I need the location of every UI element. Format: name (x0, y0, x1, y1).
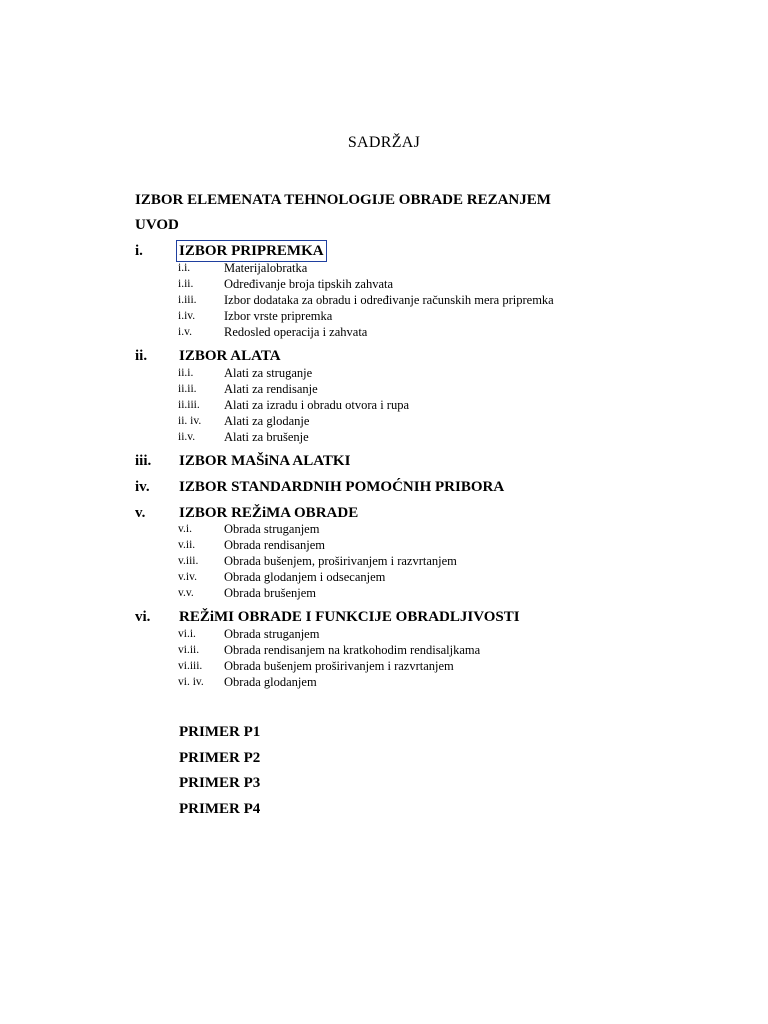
subitem-label: Alati za rendisanje (224, 382, 318, 396)
toc-section[interactable] (135, 503, 695, 523)
subitem-number: v.v. (178, 587, 194, 599)
toc-subitem[interactable] (178, 553, 698, 569)
section-title-link[interactable]: IZBOR PRIPREMKA (179, 243, 324, 259)
subitem-number: v.iii. (178, 555, 199, 567)
toc-subitem[interactable] (178, 521, 698, 537)
section-title: IZBOR ALATA (179, 348, 281, 364)
subitem-number: ii. iv. (178, 415, 202, 427)
subitem-label: Obrada glodanjem i odsecanjem (224, 570, 386, 584)
toc-section[interactable] (135, 241, 695, 261)
subitem-label: Materijalobratka (224, 261, 308, 275)
subitem-label: Redosled operacija i zahvata (224, 325, 368, 339)
intro-heading: UVOD (135, 217, 179, 233)
subitem-number: i.iv. (178, 310, 196, 322)
toc-section[interactable] (135, 451, 695, 471)
section-number: iv. (135, 479, 150, 495)
section-number: ii. (135, 348, 148, 364)
toc-subitem[interactable] (178, 324, 698, 340)
main-heading: IZBOR ELEMENATA TEHNOLOGIJE OBRADE REZANJEM (135, 192, 551, 208)
subitem-number: i.ii. (178, 278, 194, 290)
toc-section[interactable] (135, 477, 695, 497)
subitem-number: vi.iii. (178, 660, 203, 672)
subitem-number: v.i. (178, 523, 192, 535)
subitem-number: ii.v. (178, 431, 196, 443)
section-number: vi. (135, 609, 151, 625)
subitem-number: i.v. (178, 326, 192, 338)
toc-subitem[interactable] (178, 365, 698, 381)
subitem-label: Obrada glodanjem (224, 675, 317, 689)
subitem-label: Obrada struganjem (224, 627, 320, 641)
subitem-label: Obrada bušenjem, proširivanjem i razvrtanjem (224, 554, 457, 568)
section-number: v. (135, 505, 146, 521)
subitem-label: Određivanje broja tipskih zahvata (224, 277, 394, 291)
toc-subitem[interactable] (178, 569, 698, 585)
subitem-number: ii.iii. (178, 399, 200, 411)
subitem-label: Obrada bušenjem proširivanjem i razvrtanjem (224, 659, 454, 673)
subitem-number: vi.i. (178, 628, 196, 640)
toc-subitem[interactable] (178, 260, 698, 276)
toc-subitem[interactable] (178, 674, 698, 690)
toc-subitem[interactable] (178, 308, 698, 324)
example-entry[interactable]: PRIMER P4 (179, 801, 261, 817)
section-title: IZBOR MAŠiNA ALATKI (179, 453, 351, 469)
toc-subitem[interactable] (178, 429, 698, 445)
toc-subitem[interactable] (178, 292, 698, 308)
example-entry[interactable]: PRIMER P3 (179, 775, 261, 791)
subitem-label: Obrada rendisanjem na kratkohodim rendisaljkama (224, 643, 481, 657)
subitem-label: Obrada rendisanjem (224, 538, 326, 552)
subitem-number: ii.ii. (178, 383, 197, 395)
subitem-number: i.iii. (178, 294, 197, 306)
toc-subitem[interactable] (178, 397, 698, 413)
toc-section[interactable] (135, 346, 695, 366)
subitem-label: Obrada brušenjem (224, 586, 316, 600)
toc-section[interactable] (135, 607, 695, 627)
subitem-number: ii.i. (178, 367, 194, 379)
example-entry[interactable]: PRIMER P1 (179, 724, 261, 740)
section-number: iii. (135, 453, 152, 469)
section-number: i. (135, 243, 143, 259)
subitem-number: vi.ii. (178, 644, 200, 656)
subitem-label: Alati za struganje (224, 366, 313, 380)
subitem-label: Izbor vrste pripremka (224, 309, 333, 323)
subitem-number: v.iv. (178, 571, 197, 583)
toc-subitem[interactable] (178, 276, 698, 292)
subitem-number: vi. iv. (178, 676, 204, 688)
toc-subitem[interactable] (178, 658, 698, 674)
subitem-label: Alati za brušenje (224, 430, 309, 444)
subitem-number: i.i. (178, 262, 191, 274)
subitem-label: Alati za izradu i obradu otvora i rupa (224, 398, 409, 412)
subitem-label: Alati za glodanje (224, 414, 310, 428)
section-title: IZBOR REŽiMA OBRADE (179, 505, 359, 521)
subitem-label: Obrada struganjem (224, 522, 320, 536)
toc-subitem[interactable] (178, 537, 698, 553)
section-title: IZBOR STANDARDNIH POMOĆNIH PRIBORA (179, 479, 505, 495)
toc-subitem[interactable] (178, 642, 698, 658)
toc-subitem[interactable] (178, 413, 698, 429)
section-title: REŽiMI OBRADE I FUNKCIJE OBRADLJIVOSTI (179, 609, 520, 625)
page-title: SADRŽAJ (347, 134, 421, 151)
subitem-label: Izbor dodataka za obradu i određivanje računskih mera pripremka (224, 293, 554, 307)
example-entry[interactable]: PRIMER P2 (179, 750, 261, 766)
subitem-number: v.ii. (178, 539, 196, 551)
toc-subitem[interactable] (178, 585, 698, 601)
toc-subitem[interactable] (178, 626, 698, 642)
toc-subitem[interactable] (178, 381, 698, 397)
